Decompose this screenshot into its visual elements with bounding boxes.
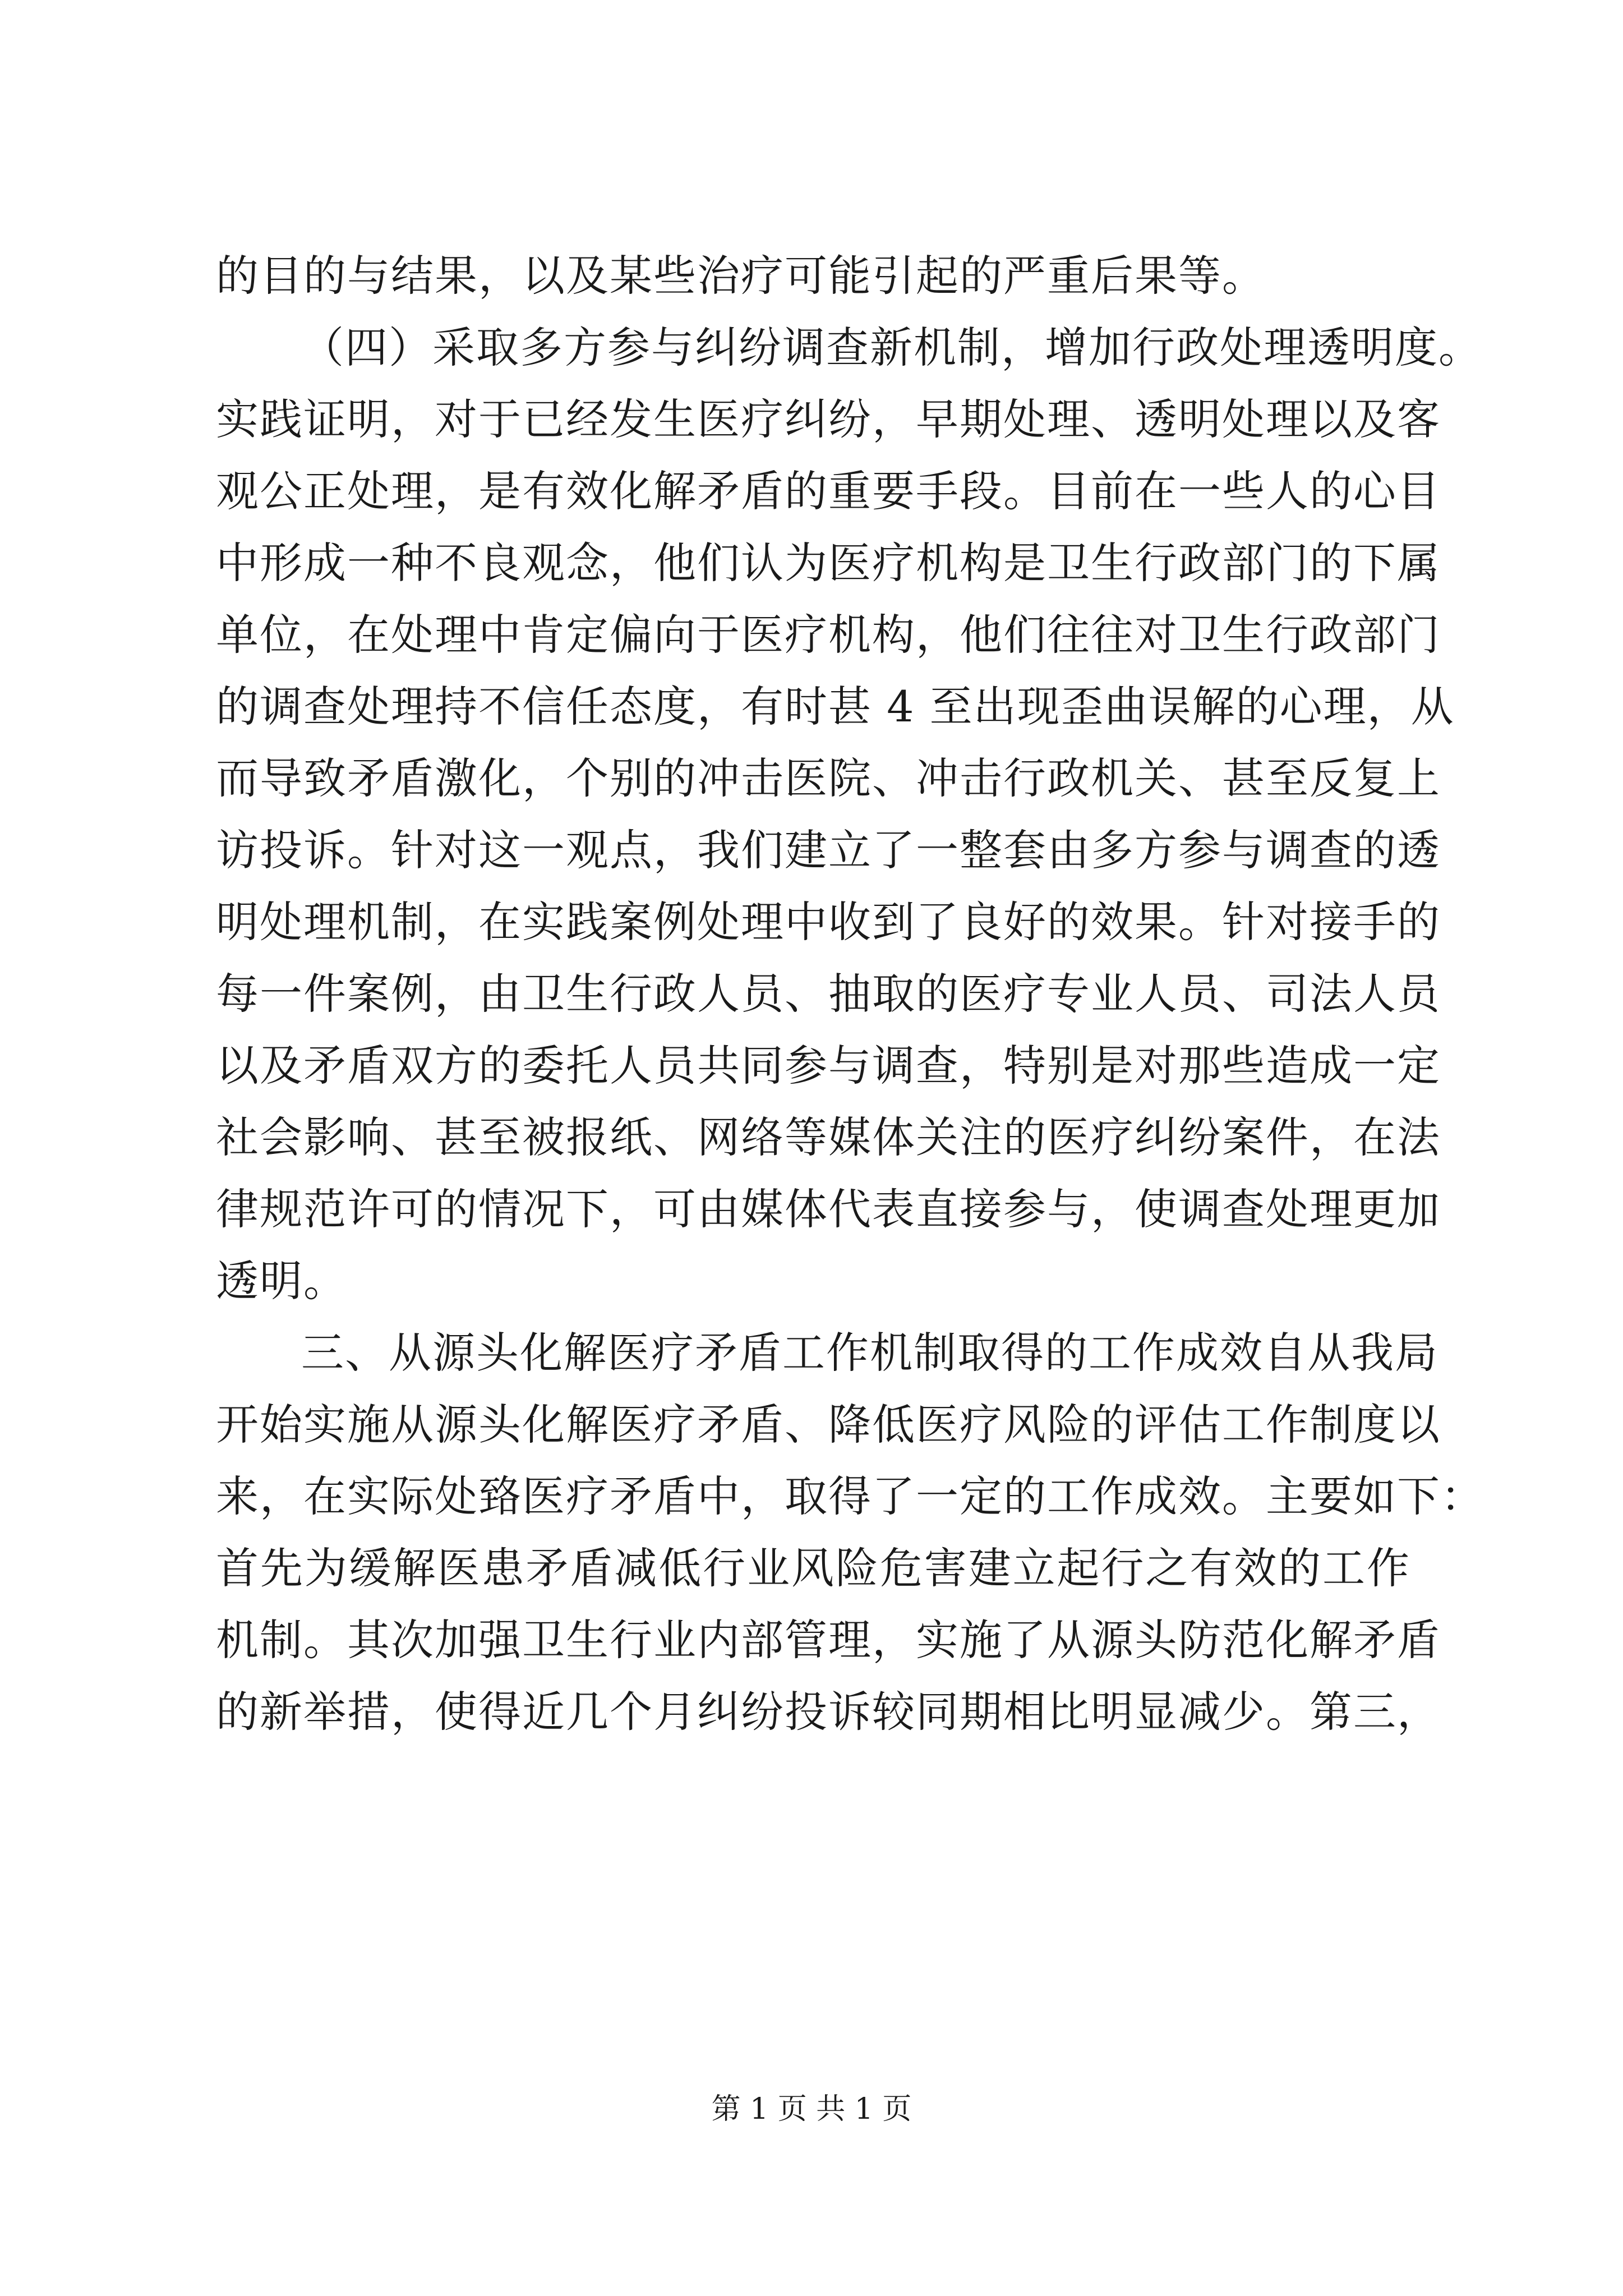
page-footer [0, 2090, 1623, 2129]
text-line: 访投诉。针对这一观点，我们建立了一整套由多方参与调查的透 [216, 825, 1441, 875]
text-line: 中形成一种不良观念，他们认为医疗机构是卫生行政部门的下属 [216, 538, 1441, 588]
text-line: 社会影响、甚至被报纸、网络等媒体关注的医疗纠纷案件，在法 [216, 1112, 1441, 1162]
text-line: 以及矛盾双方的委托人员共同参与调查，特别是对那些造成一定 [216, 1041, 1441, 1091]
text-line: 首先为缓解医患矛盾减低行业风险危害建立起行之有效的工作 [216, 1543, 1410, 1593]
text-line: 观公正处理，是有效化解矛盾的重要手段。目前在一些人的心目 [216, 466, 1441, 516]
text-line: 单位，在处理中肯定偏向于医疗机构，他们往往对卫生行政部门 [216, 610, 1441, 660]
text-line: 明处理机制，在实践案例处理中收到了良好的效果。针对接手的 [216, 897, 1441, 947]
text-line: （四）采取多方参与纠纷调查新机制，增加行政处理透明度。 [301, 323, 1482, 372]
text-line: 而导致矛盾激化，个别的冲击医院、冲击行政机关、甚至反复上 [216, 753, 1441, 803]
text-line: 来，在实际处臵医疗矛盾中，取得了一定的工作成效。主要如下： [216, 1471, 1484, 1521]
text-line: 每一件案例，由卫生行政人员、抽取的医疗专业人员、司法人员 [216, 969, 1441, 1019]
text-line: 律规范许可的情况下，可由媒体代表直接参与，使调查处理更加 [216, 1184, 1441, 1234]
section-heading-line: 三、从源头化解医疗矛盾工作机制取得的工作成效自从我局 [301, 1328, 1438, 1378]
text-line: 实践证明，对于已经发生医疗纠纷，早期处理、透明处理以及客 [216, 394, 1441, 444]
text-line: 的目的与结果，以及某些治疗可能引起的严重后果等。 [216, 251, 1266, 301]
text-line: 透明。 [216, 1256, 347, 1306]
text-line: 的新举措，使得近几个月纠纷投诉较同期相比明显减少。第三， [216, 1687, 1441, 1737]
text-line: 开始实施从源头化解医疗矛盾、降低医疗风险的评估工作制度以 [216, 1400, 1441, 1450]
text-line: 的调查处理持不信任态度，有时甚 4 至出现歪曲误解的心理，从 [216, 682, 1455, 731]
page-number-label: 第 1 页 共 1 页 [711, 2092, 912, 2126]
text-line: 机制。其次加强卫生行业内部管理，实施了从源头防范化解矛盾 [216, 1615, 1441, 1665]
